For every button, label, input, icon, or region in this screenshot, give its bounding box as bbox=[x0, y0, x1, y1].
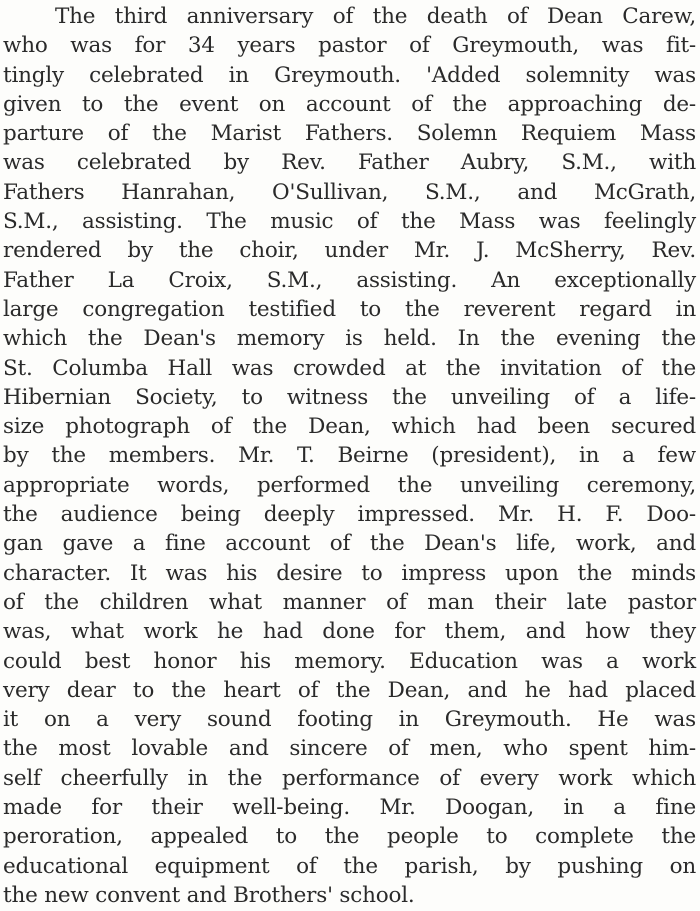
article-line: Hibernian Society, to witness the unveiling of a life- bbox=[3, 384, 696, 410]
article-line: gan gave a fine account of the Dean's life, work, and bbox=[3, 531, 696, 557]
article-line: Fathers Hanrahan, O'Sullivan, S.M., and McGrath, bbox=[3, 179, 696, 205]
article-line: Father La Croix, S.M., assisting. An exceptionally bbox=[3, 267, 696, 293]
article-line: parture of the Marist Fathers. Solemn Requiem Mass bbox=[3, 121, 696, 147]
article-line: by the members. Mr. T. Beirne (president), in a few bbox=[3, 443, 696, 469]
article-line: the most lovable and sincere of men, who spent him- bbox=[3, 736, 696, 762]
article-line: self cheerfully in the performance of every work which bbox=[3, 765, 696, 791]
article-line: The third anniversary of the death of Dean Carew, bbox=[55, 4, 696, 29]
article-line: the audience being deeply impressed. Mr. H. F. Doo- bbox=[3, 502, 696, 528]
article-line: it on a very sound footing in Greymouth. He was bbox=[3, 707, 696, 733]
article-line: large congregation testified to the reverent regard in bbox=[3, 296, 696, 322]
article-line: made for their well-being. Mr. Doogan, in a fine bbox=[3, 795, 696, 821]
article-line: which the Dean's memory is held. In the evening the bbox=[3, 326, 696, 352]
article-body bbox=[0, 2, 700, 910]
article-line: very dear to the heart of the Dean, and he had placed bbox=[3, 677, 696, 703]
article-line: tingly celebrated in Greymouth. 'Added solemnity was bbox=[3, 62, 696, 88]
article-line: was celebrated by Rev. Father Aubry, S.M., with bbox=[3, 150, 696, 176]
article-line: of the children what manner of man their late pastor bbox=[3, 589, 696, 615]
article-line: St. Columba Hall was crowded at the invitation of the bbox=[3, 355, 696, 381]
article-line: rendered by the choir, under Mr. J. McSherry, Rev. bbox=[3, 238, 696, 264]
article-line: could best honor his memory. Education was a work bbox=[3, 648, 696, 674]
article-line: given to the event on account of the approaching de- bbox=[3, 91, 696, 117]
article-line: who was for 34 years pastor of Greymouth, was fit- bbox=[3, 33, 696, 59]
article-line: character. It was his desire to impress upon the minds bbox=[3, 560, 696, 586]
article-line: S.M., assisting. The music of the Mass was feelingly bbox=[3, 209, 696, 235]
article-line: appropriate words, performed the unveiling ceremony, bbox=[3, 472, 696, 498]
article-line: size photograph of the Dean, which had been secured bbox=[3, 414, 696, 440]
article-line: peroration, appealed to the people to complete the bbox=[3, 824, 696, 850]
article-line: educational equipment of the parish, by pushing on bbox=[3, 853, 696, 879]
article-line: the new convent and Brothers' school. bbox=[3, 882, 415, 908]
article-line: was, what work he had done for them, and how they bbox=[3, 619, 696, 645]
